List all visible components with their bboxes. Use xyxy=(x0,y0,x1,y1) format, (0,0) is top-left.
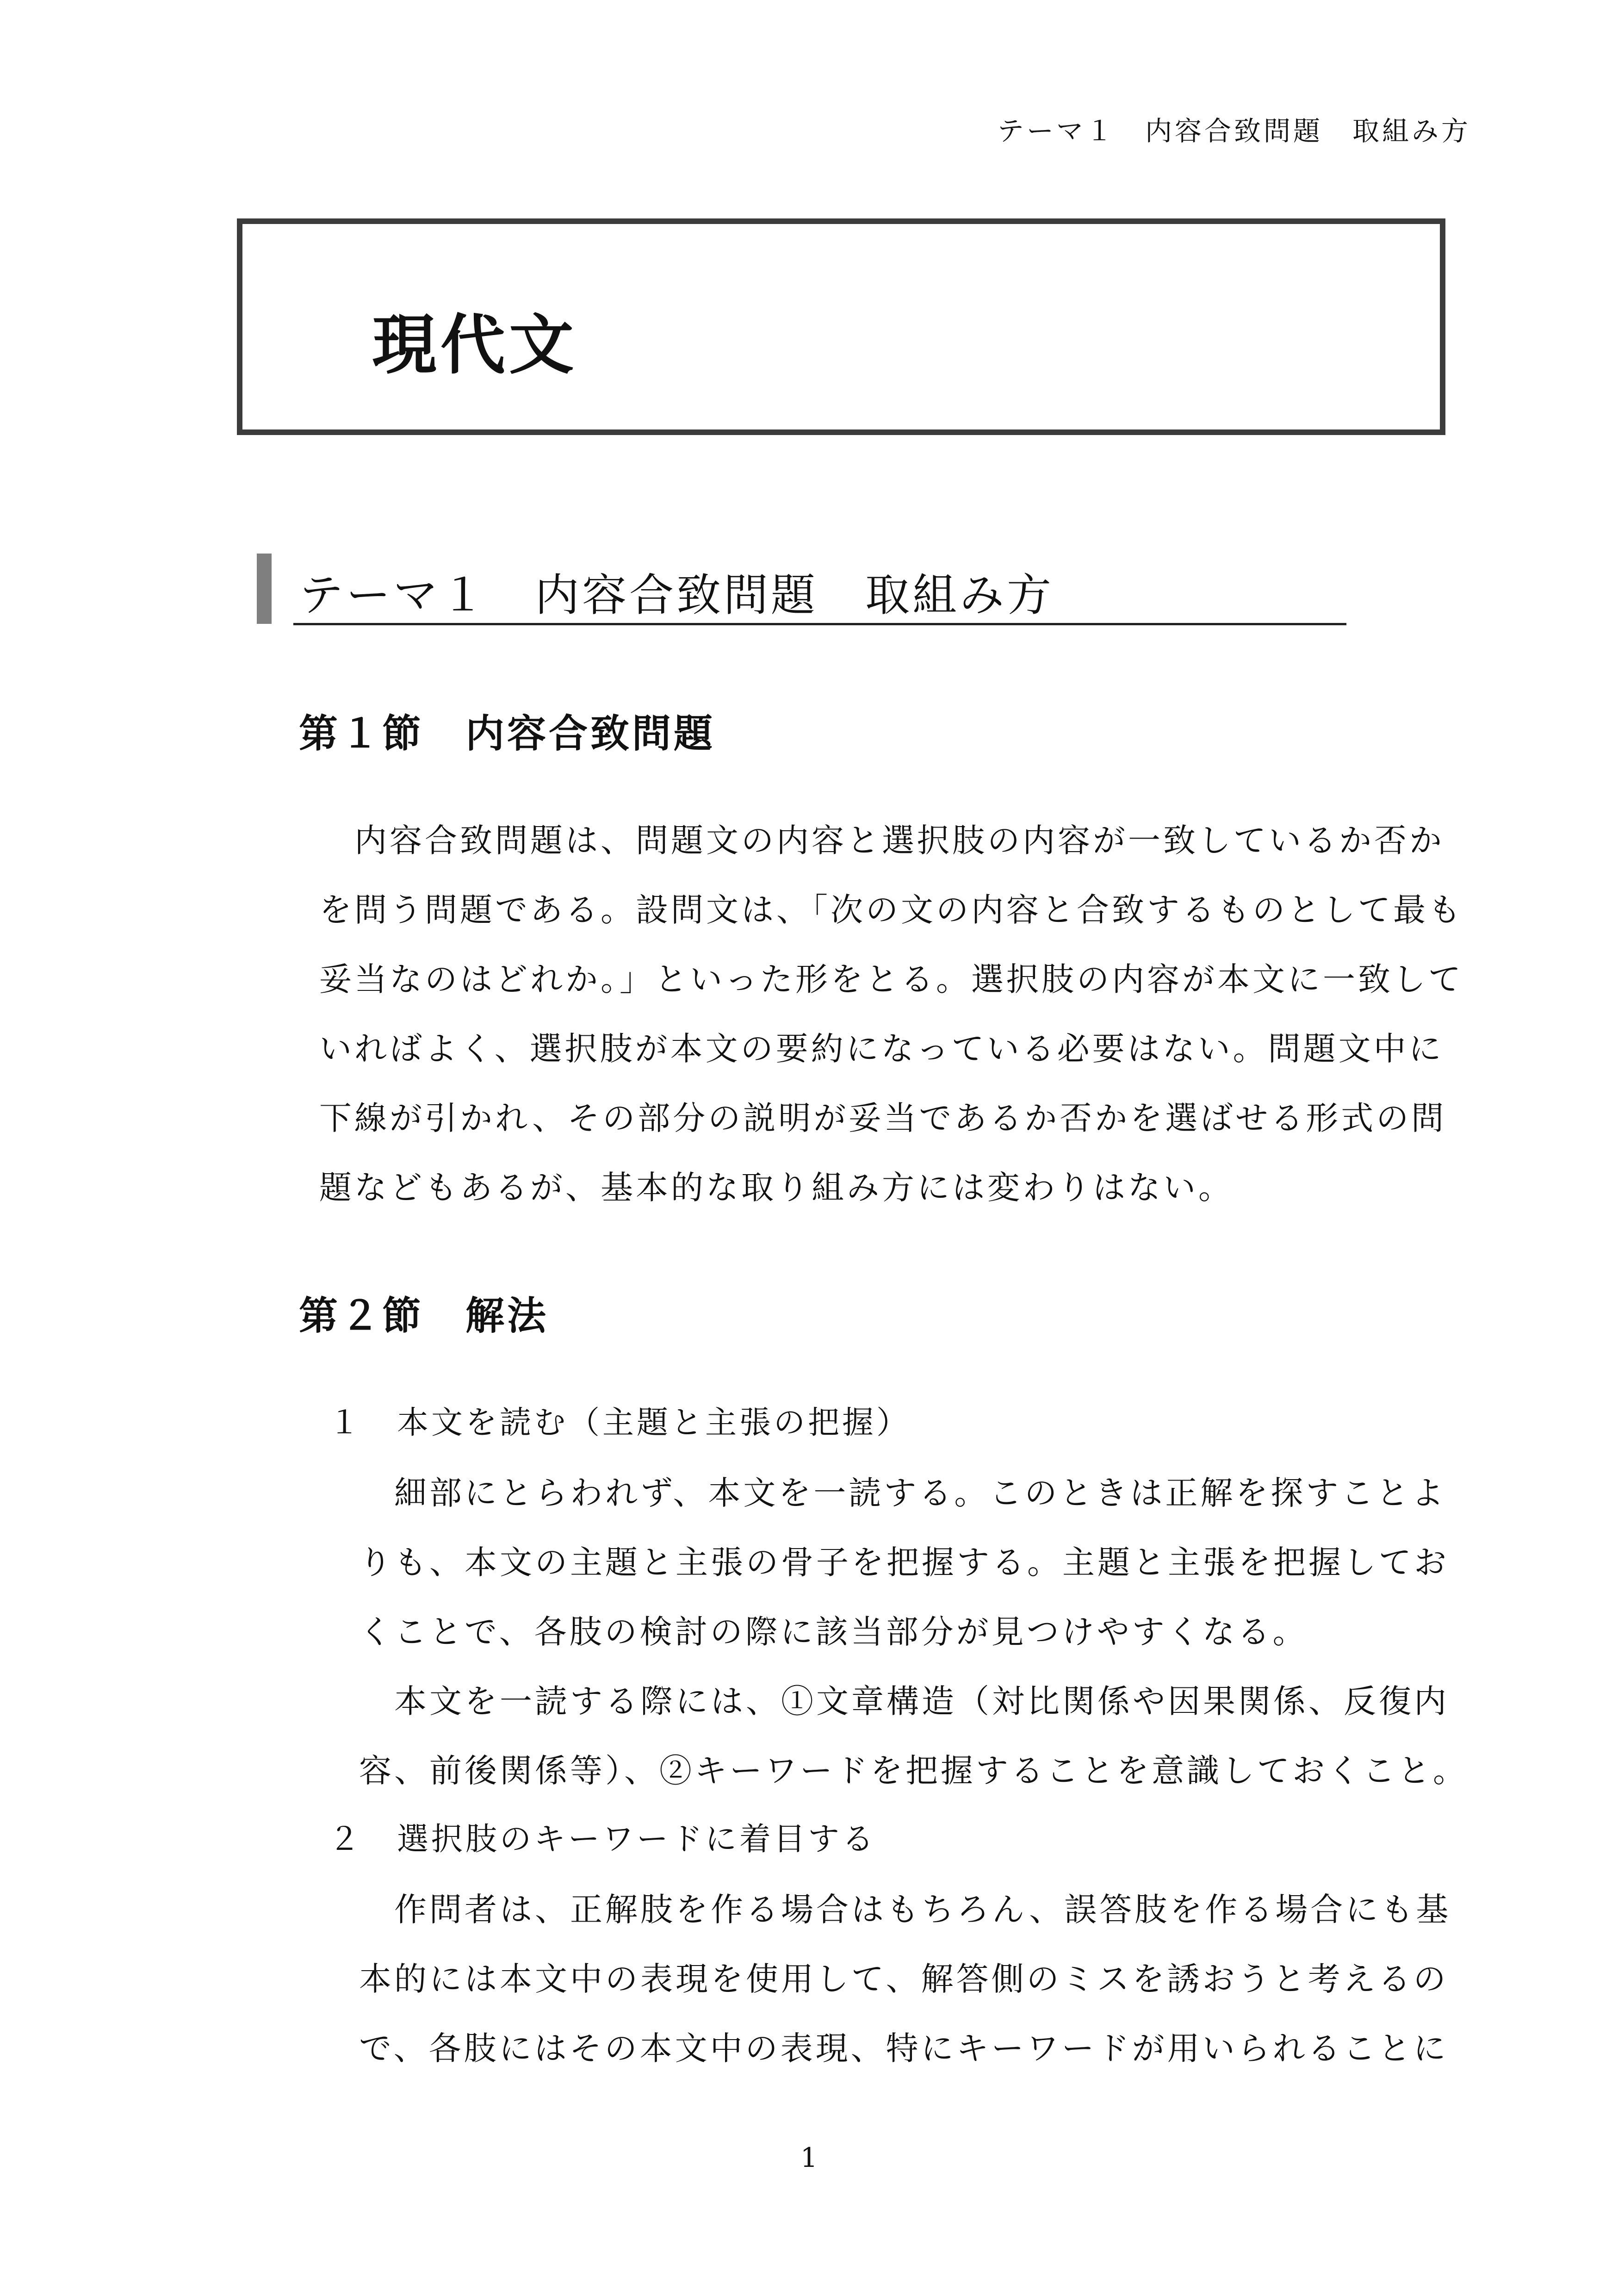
item-1-heading: １ 本文を読む（主題と主張の把握） xyxy=(329,1405,911,1441)
running-header: テーマ１ 内容合致問題 取組み方 xyxy=(997,115,1471,147)
section-2-heading: 第２節 解法 xyxy=(299,1293,549,1338)
paragraph-line: 妥当なのはどれか。」といった形をとる。選択肢の内容が本文に一致して xyxy=(319,960,1463,998)
paragraph-line: 内容合致問題は、問題文の内容と選択肢の内容が一致しているか否か xyxy=(319,821,1444,859)
paragraph-line: 作問者は、正解肢を作る場合はもちろん、誤答肢を作る場合にも基 xyxy=(359,1891,1451,1929)
paragraph-line: で、各肢にはその本文中の表現、特にキーワードが用いられることに xyxy=(359,2029,1449,2067)
paragraph-line: 本的には本文中の表現を使用して、解答側のミスを誘おうと考えるの xyxy=(359,1960,1449,1998)
paragraph-line: を問う問題である。設問文は、「次の文の内容と合致するものとして最も xyxy=(319,891,1463,929)
paragraph-line: 題などもあるが、基本的な取り組み方には変わりはない。 xyxy=(319,1169,1234,1207)
section-1-heading: 第１節 内容合致問題 xyxy=(299,711,716,756)
paragraph-line: いればよく、選択肢が本文の要約になっている必要はない。問題文中に xyxy=(319,1030,1444,1068)
theme-underline xyxy=(293,623,1346,625)
item-2-heading: ２ 選択肢のキーワードに着目する xyxy=(329,1821,877,1858)
paragraph-line: 下線が引かれ、その部分の説明が妥当であるか否かを選ばせる形式の問 xyxy=(319,1099,1447,1137)
paragraph-line: 細部にとらわれず、本文を一読する。このときは正解を探すことよ xyxy=(359,1474,1447,1512)
title-box xyxy=(237,218,1445,435)
paragraph-line: りも、本文の主題と主張の骨子を把握する。主題と主張を把握してお xyxy=(359,1543,1449,1581)
theme-accent-bar xyxy=(257,554,272,624)
paragraph-line: 容、前後関係等）、②キーワードを把握することを意識しておくこと。 xyxy=(359,1752,1468,1790)
theme-heading: テーマ１ 内容合致問題 取組み方 xyxy=(299,569,1054,621)
page-number: 1 xyxy=(800,2142,818,2173)
paragraph-line: 本文を一読する際には、①文章構造（対比関係や因果関係、反復内 xyxy=(359,1682,1449,1720)
paragraph-line: くことで、各肢の検討の際に該当部分が見つけやすくなる。 xyxy=(359,1613,1308,1651)
page-title: 現代文 xyxy=(372,308,578,383)
